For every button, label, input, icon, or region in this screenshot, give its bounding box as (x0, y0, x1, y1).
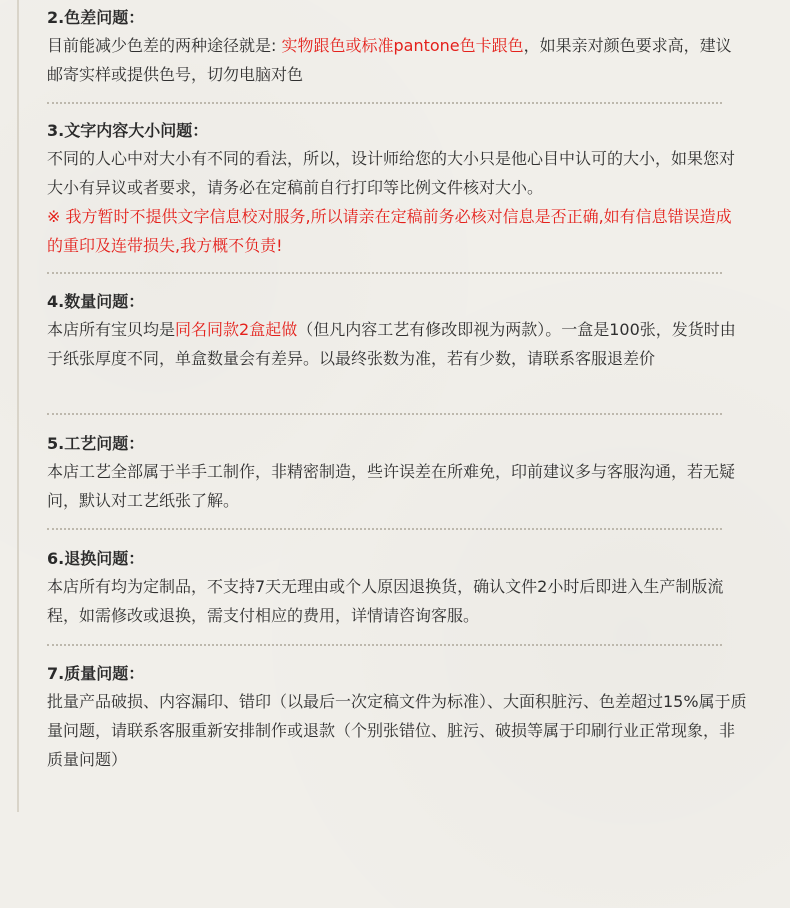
section-quality (47, 663, 747, 774)
section-body (47, 144, 747, 260)
section-title: 4.数量问题： (47, 292, 145, 311)
section-body: 批量产品破损、内容漏印、错印（以最后一次定稿文件为标准）、大面积脏污、色差超过15%属于质量问题，请联系客服重新安排制作或退款（个别张错位、脏污、破损等属于印刷行业正常现象，非质量问题） (47, 692, 747, 769)
section-highlight: 同名同款2盒起做 (175, 320, 298, 339)
section-text: 不同的人心中对大小有不同的看法，所以，设计师给您的大小只是他心目中认可的大小，如果您对大小有异议或者要求，请务必在定稿前自行打印等比例文件核对大小。 (47, 149, 736, 197)
section-craft (47, 433, 747, 515)
section-title: 5.工艺问题： (47, 434, 145, 453)
section-text: 本店所有宝贝均是 (47, 320, 176, 339)
left-border-line (17, 0, 19, 812)
section-text: （但凡内容工艺有修改即视为两款）。一盒是100张，发货时由于纸张厚度不同，单盒数量会有差异。以最终张数为准，若有少数，请联系客服退差价 (47, 320, 736, 368)
dotted-divider (47, 272, 722, 274)
section-body: 本店工艺全部属于半手工制作，非精密制造，些许误差在所难免，印前建议多与客服沟通，若无疑问，默认对工艺纸张了解。 (47, 462, 736, 510)
section-highlight: 实物跟色或标准pantone色卡跟色 (281, 36, 524, 55)
section-quantity (47, 291, 747, 373)
section-text: 目前能减少色差的两种途径就是: (47, 36, 282, 55)
section-title: 7.质量问题： (47, 664, 145, 683)
section-body (47, 315, 747, 373)
section-returns (47, 548, 747, 630)
dotted-divider (47, 413, 722, 415)
warning-text: ※ 我方暂时不提供文字信息校对服务,所以请亲在定稿前务必核对信息是否正确,如有信息错误造成的重印及连带损失,我方概不负责! (47, 207, 732, 255)
section-title: 2.色差问题： (47, 8, 145, 27)
section-title: 6.退换问题： (47, 549, 145, 568)
section-body (47, 31, 747, 89)
section-text: ，如果亲对颜色要求高，建议邮寄实样或提供色号，切勿电脑对色 (47, 36, 732, 84)
section-body: 本店所有均为定制品，不支持7天无理由或个人原因退换货，确认文件2小时后即进入生产制版流程，如需修改或退换，需支付相应的费用，详情请咨询客服。 (47, 577, 724, 625)
dotted-divider (47, 102, 722, 104)
section-color-difference (47, 7, 747, 89)
dotted-divider (47, 644, 722, 646)
section-text-size (47, 120, 747, 260)
section-title: 3.文字内容大小问题： (47, 121, 209, 140)
dotted-divider (47, 528, 722, 530)
